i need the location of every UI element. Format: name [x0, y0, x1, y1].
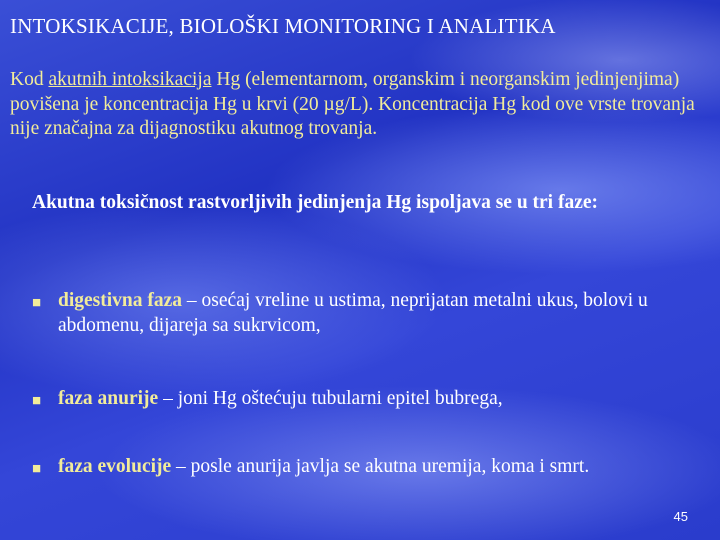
list-item-body: [32, 386, 672, 411]
slide-title: INTOKSIKACIJE, BIOLOŠKI MONITORING I ANALITIKA: [10, 14, 556, 38]
list-item: [32, 288, 672, 338]
intro-underlined-term: akutnih intoksikacija: [48, 69, 212, 90]
list-item-text: – osećaj vreline u ustima, neprijatan metalni ukus, bolovi u abdomenu, dijareja sa sukrvicom,: [58, 290, 648, 336]
intro-paragraph: [10, 68, 715, 142]
list-item-text: – joni Hg oštećuju tubularni epitel bubrega,: [158, 388, 503, 409]
list-item-body: [32, 288, 672, 338]
square-bullet-icon: ■: [32, 295, 42, 311]
list-item-text: – posle anurija javlja se akutna uremija, koma i smrt.: [171, 456, 590, 477]
list-item-body: [32, 454, 672, 479]
list-item-term: digestivna faza: [58, 290, 183, 311]
list-item: [32, 386, 672, 411]
square-bullet-icon: ■: [32, 393, 42, 409]
page-number: 45: [673, 509, 688, 524]
list-item-term: faza anurije: [58, 388, 159, 409]
square-bullet-icon: ■: [32, 461, 42, 477]
lead-statement: Akutna toksičnost rastvorljivih jedinjenja Hg ispoljava se u tri faze:: [32, 192, 599, 213]
intro-post: Hg (elementarnom, organskim i neorganskim jedinjenjima) povišena je koncentracija Hg u krvi (20 µg/L). Koncentracija Hg kod ove vrste trovanja nije značajna za dijagnostiku akutnog trovanja.: [10, 69, 695, 139]
intro-pre: Kod: [10, 69, 49, 90]
list-item-term: faza evolucije: [58, 456, 172, 477]
list-item: [32, 454, 672, 479]
